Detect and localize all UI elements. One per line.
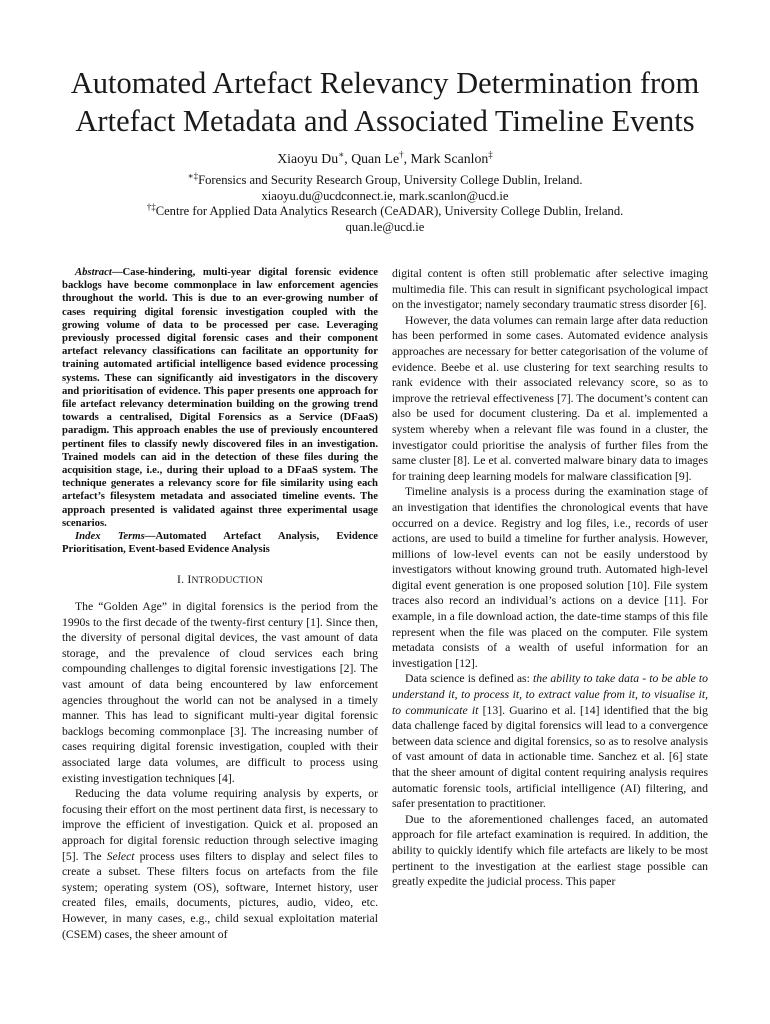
intro-paragraph-6: Due to the aforementioned challenges faced, an automated approach for file artefact examination is required. In addition, the ability to quickly identify which file artefacts are likely to be most pertinent to the investigation at the earliest stage possible can greatly expedite the judicial process. This paper xyxy=(392,812,708,889)
index-terms-text: Automated Artefact Analysis, Evidence Prioritisation, Event-based Evidence Analysis xyxy=(62,530,378,556)
index-terms xyxy=(62,530,378,556)
abstract xyxy=(62,266,378,556)
intro-continuation: digital content is often still problematic after selective imaging multimedia file. This can result in significant psychological impact on the investigator; namely secondary traumatic stress disorder [6]. xyxy=(392,267,708,312)
author-block xyxy=(40,150,730,235)
affiliation-1 xyxy=(40,170,730,189)
index-terms-dash: — xyxy=(144,530,156,543)
section-title-first-letter: I xyxy=(187,573,192,587)
index-terms-label: Index Terms xyxy=(75,530,145,543)
section-title-rest: NTRODUCTION xyxy=(191,575,263,587)
affiliation-2-text: Centre for Applied Data Analytics Research (CeADAR), University College Dublin, Ireland. xyxy=(155,204,624,218)
title-line-1: Automated Artefact Relevancy Determination from xyxy=(70,66,700,100)
intro-p5-part-b: [13]. Guarino et al. [14] identified that the big data challenge faced by digital forensics will lead to a convergence between data science and digital forensics, so as to resolve analysis of vast amount of data in actionable time. Sanchez et al. [6] state that the sheer amount of digital content requiring analysis requires automatic forensic tools, artificial intelligence (AI) filtering, and safer presentation to practitioner. xyxy=(392,703,708,811)
section-heading-introduction xyxy=(62,572,378,589)
intro-p5-part-a: Data science is defined as: xyxy=(405,672,533,686)
intro-paragraph-3: However, the data volumes can remain large after data reduction has been performed in some cases. Automated evidence analysis approaches are necessary for better categorisation of the volume of evidence. Beebe et al. use clustering for text searching results to rank evidence with their associated relevancy score, so as to improve the retrieval effectiveness [7]. The document’s content can also be used for document clustering. Da et al. implemented a system whereby when a relevant file was found in a cluster, the investigator could prioritise the analysis of further files from the same cluster [8]. Le et al. converted malware binary data to images for training deep learning models for malware classification [9]. xyxy=(392,313,708,483)
intro-p5-emphasis: the ability to take data - to be able to understand it, to process it, to extract value from it, to visualise it, to communicate it xyxy=(392,672,708,717)
intro-p2-part-a: Reducing the data volume requiring analysis by experts, or focusing their effort on the most pertinent data first, is necessary to improve the efficient of investigation. Quick et al. proposed an approach for digital forensic reduction through selective imaging [5]. The xyxy=(62,787,378,863)
intro-p2-part-b: process uses filters to display and select files to create a subset. These filters focus on artefacts from the file system; operating system (OS), software, Internet history, user created files, emails, documents, pictures, audio, video, etc. However, in many cases, e.g., child sexual exploitation material (CSEM) cases, the sheer amount of xyxy=(62,849,378,941)
affiliation-2-emails: quan.le@ucd.ie xyxy=(345,219,425,234)
affiliation-2-mark: †‡ xyxy=(146,201,156,212)
abstract-dash: — xyxy=(111,266,123,278)
affiliation-1-mark: ∗‡ xyxy=(187,170,199,181)
abstract-paragraph xyxy=(62,266,378,530)
intro-p2-emphasis: Select xyxy=(106,849,135,863)
right-column xyxy=(392,266,708,890)
intro-paragraph-4: Timeline analysis is a process during the examination stage of an investigation that identifies the chronological events that have occurred on a device. Registry and log files, i.e., records of user actions, are used to build a timeline for further analysis. However, millions of low-level events can not be easily understood by investigators without knowing ground truth. Automated high-level digital event generation is one proposed solution [10]. File system traces also record an individual’s actions on a device [11]. For example, in a file download action, the date-time stamps of this file represent when the file was placed on the computer. File system metadata consists of a wealth of useful information for an investigation [12]. xyxy=(392,485,708,670)
left-column xyxy=(62,266,378,942)
title-line-2: Artefact Metadata and Associated Timeline Events xyxy=(75,104,695,138)
affiliation-1-emails: xiaoyu.du@ucdconnect.ie, mark.scanlon@ucd.ie xyxy=(261,188,509,203)
author-3: Mark Scanlon xyxy=(410,151,489,166)
author-2-mark: † xyxy=(399,149,404,160)
abstract-label: Abstract xyxy=(75,266,112,278)
intro-paragraph-2 xyxy=(62,786,378,942)
author-3-mark: ‡ xyxy=(488,149,493,160)
author-1-mark: ∗ xyxy=(338,149,345,160)
intro-paragraph-1: The “Golden Age” in digital forensics is the period from the 1990s to the first decade of the twenty-first century [1]. Since then, the diversity of personal digital devices, the vast amount of data storage, and the prevalence of cloud services each bring compounding challenges to digital forensic investigations [2]. The vast amount of data being encountered by law enforcement agencies throughout the world can not be analysed in a timely manner. This has lead to significant multi-year digital forensic backlogs becoming commonplace [3]. The increasing number of cases requiring digital forensic investigation, coupled with their associated large data volumes, are difficult to process using existing investigation techniques [4]. xyxy=(62,600,378,785)
intro-paragraph-5 xyxy=(392,671,708,811)
author-1: Xiaoyu Du xyxy=(277,151,339,166)
affiliation-1-text: Forensics and Security Research Group, University College Dublin, Ireland. xyxy=(198,173,583,187)
abstract-text: Case-hindering, multi-year digital forensic evidence backlogs have become commonplace in law enforcement agencies throughout the world. This is due to an ever-growing number of cases requiring digital forensic investigation coupled with the growing volume of data to be processed per case. Leveraging previously processed digital forensic cases and their component artefact relevancy classifications can facilitate an opportunity for training automated artificial intelligence based evidence processing systems. These can significantly aid investigators in the discovery and prioritisation of evidence. This paper presents one approach for file artefact relevancy determination building on the growing trend towards a centralised, Digital Forensics as a Service (DFaaS) paradigm. This approach enables the use of previously encountered pertinent files to classify newly discovered files in an investigation. Trained models can aid in the detection of these files during the acquisition stage, i.e., during their upload to a DFaaS system. The technique generates a relevancy score for file similarity using each artefact’s filesystem metadata and associated timeline events. The approach presented is validated against three experimental usage scenarios. xyxy=(62,266,378,529)
affiliation-2 xyxy=(40,201,730,220)
author-list: Xiaoyu Du∗, Quan Le†, Mark Scanlon‡ xyxy=(277,149,493,166)
section-number: I. xyxy=(177,573,185,587)
paper-title xyxy=(40,64,730,140)
author-2: Quan Le xyxy=(351,151,400,166)
